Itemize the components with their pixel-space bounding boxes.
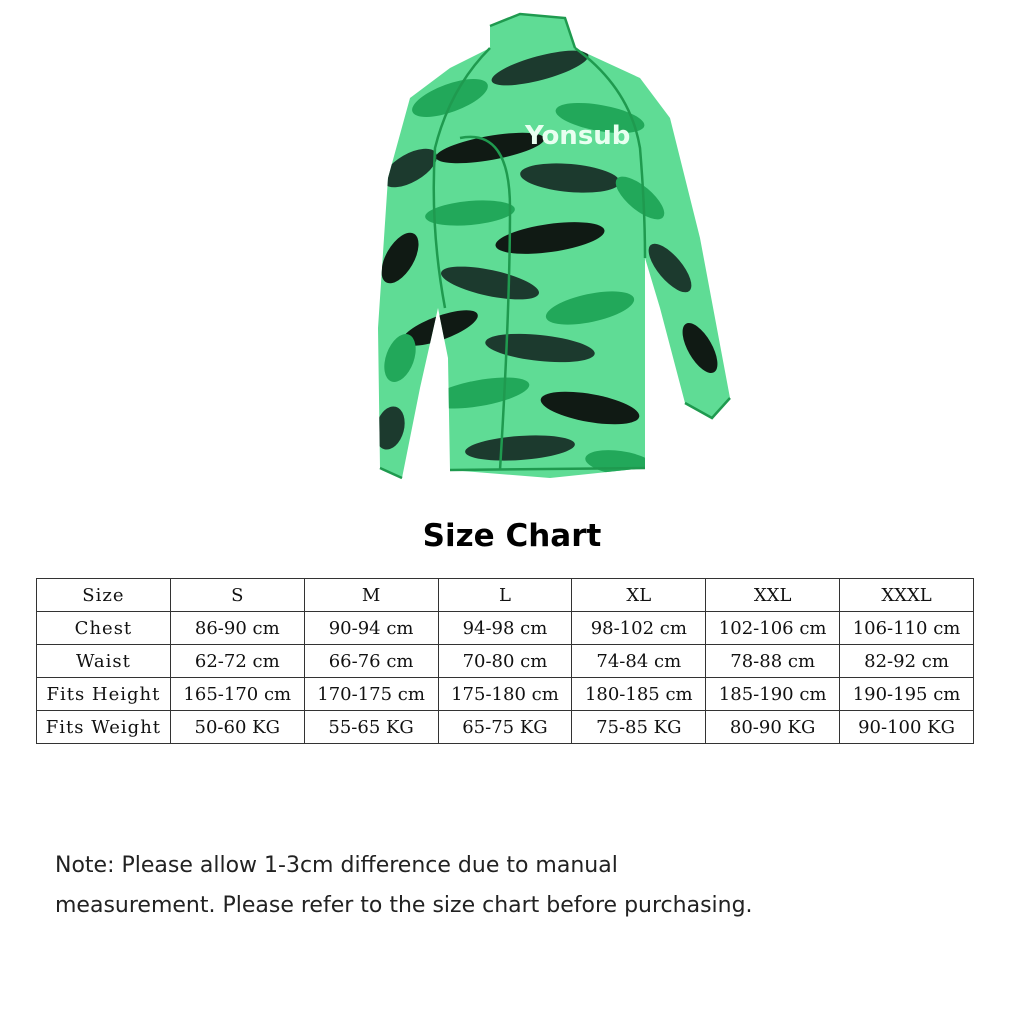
table-cell: 102-106 cm xyxy=(706,612,840,645)
row-label: Fits Height xyxy=(37,678,171,711)
table-cell: M xyxy=(304,579,438,612)
note-line-2: measurement. Please refer to the size chart before purchasing. xyxy=(55,893,753,918)
table-cell: 190-195 cm xyxy=(840,678,974,711)
note-text xyxy=(55,846,955,926)
table-cell: L xyxy=(438,579,572,612)
table-cell: 50-60 KG xyxy=(170,711,304,744)
table-cell: 170-175 cm xyxy=(304,678,438,711)
table-cell: XL xyxy=(572,579,706,612)
table-cell: 70-80 cm xyxy=(438,645,572,678)
table-cell: 175-180 cm xyxy=(438,678,572,711)
table-cell: 65-75 KG xyxy=(438,711,572,744)
row-label: Fits Weight xyxy=(37,711,171,744)
table-cell: 185-190 cm xyxy=(706,678,840,711)
table-row xyxy=(37,612,974,645)
table-row xyxy=(37,711,974,744)
table-cell: 75-85 KG xyxy=(572,711,706,744)
table-cell: 78-88 cm xyxy=(706,645,840,678)
table-cell: 106-110 cm xyxy=(840,612,974,645)
table-cell: 180-185 cm xyxy=(572,678,706,711)
table-cell: XXXL xyxy=(840,579,974,612)
table-cell: XXL xyxy=(706,579,840,612)
table-row xyxy=(37,678,974,711)
table-row xyxy=(37,645,974,678)
table-cell: 55-65 KG xyxy=(304,711,438,744)
table-cell: S xyxy=(170,579,304,612)
table-cell: 66-76 cm xyxy=(304,645,438,678)
table-cell: 86-90 cm xyxy=(170,612,304,645)
row-label: Chest xyxy=(37,612,171,645)
table-cell: 62-72 cm xyxy=(170,645,304,678)
size-chart-title: Size Chart xyxy=(422,518,602,554)
row-label: Waist xyxy=(37,645,171,678)
table-cell: 94-98 cm xyxy=(438,612,572,645)
table-cell: 82-92 cm xyxy=(840,645,974,678)
table-cell: 165-170 cm xyxy=(170,678,304,711)
table-cell: 74-84 cm xyxy=(572,645,706,678)
product-image xyxy=(340,8,760,488)
table-header-row xyxy=(37,579,974,612)
size-chart-table xyxy=(36,578,974,744)
table-cell: 90-100 KG xyxy=(840,711,974,744)
note-line-1: Note: Please allow 1-3cm difference due to manual xyxy=(55,853,618,878)
table-cell: 98-102 cm xyxy=(572,612,706,645)
table-cell: 90-94 cm xyxy=(304,612,438,645)
table-cell: 80-90 KG xyxy=(706,711,840,744)
brand-logo: Yonsub xyxy=(525,121,631,151)
row-label: Size xyxy=(37,579,171,612)
